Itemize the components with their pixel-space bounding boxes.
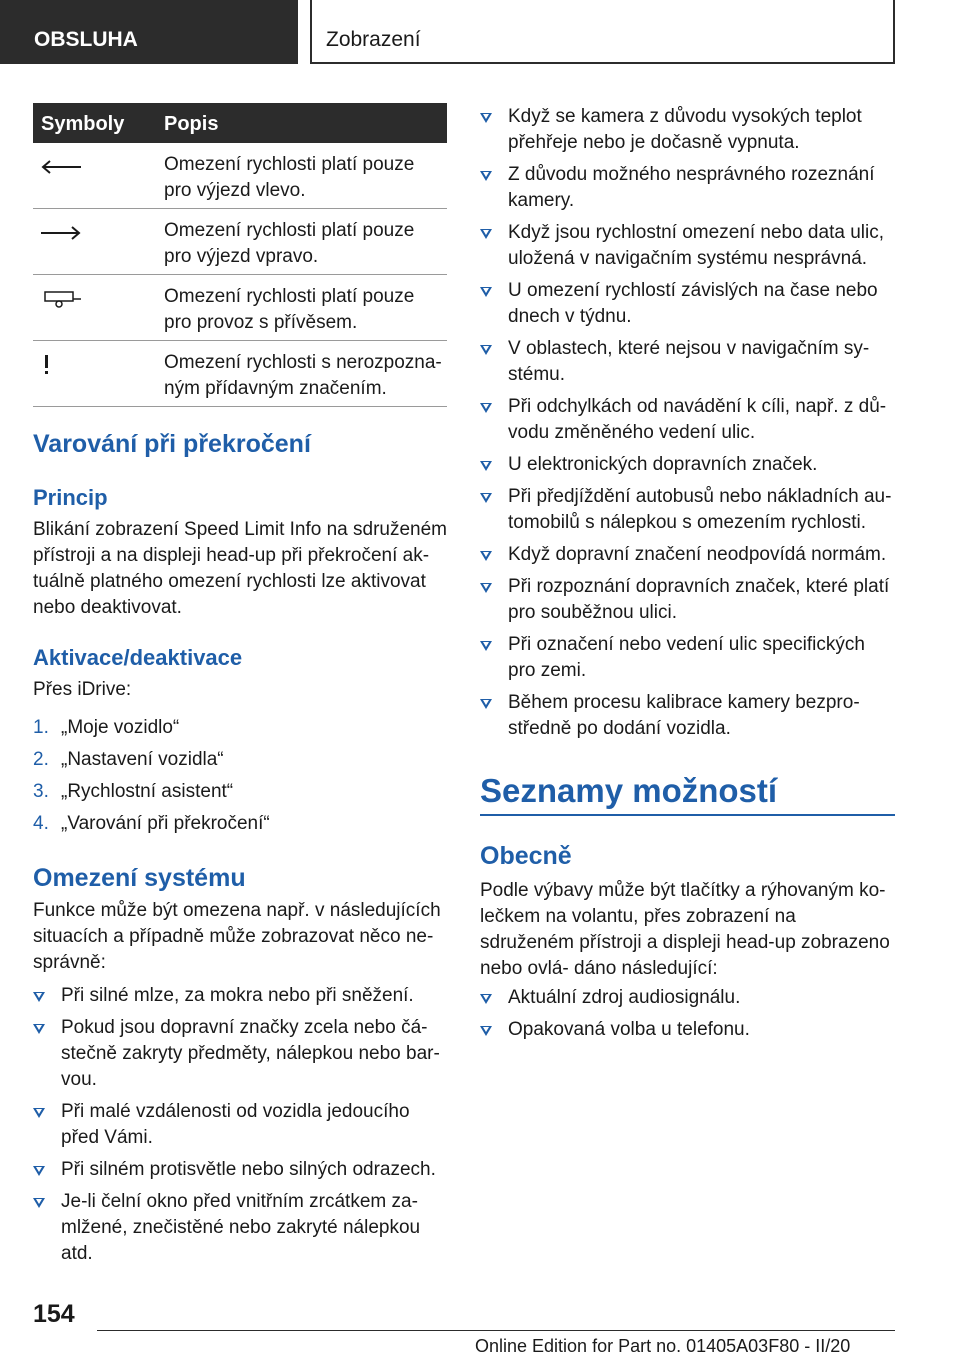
chapter-tab — [310, 0, 895, 64]
triangle-bullet-icon — [480, 551, 492, 561]
list-item: 4. „Varování při překročení“ — [33, 813, 270, 834]
list-item: Je-li čelní okno před vnitřním zrcátkem za‐ mlžené, znečistěné nebo zakryté nálepkou atd. — [33, 1189, 447, 1267]
triangle-bullet-icon — [480, 583, 492, 593]
symbol-description: Omezení rychlosti platí pouze pro provoz s přívěsem. — [164, 286, 415, 333]
general-text: Podle výbavy může být tlačítky a rýhovaným ko‐ lečkem na volantu, přes zobrazení na sdruženém přístroji a displeji head-up zobrazeno nebo ovlá‐ dáno následující: — [480, 880, 890, 979]
principle-text: Blikání zobrazení Speed Limit Info na sdruženém přístroji a na displeji head-up při překročení ak‐ tuálně platného omezení rychlosti lze aktivovat nebo deaktivovat. — [33, 519, 448, 618]
list-item: Když dopravní značení neodpovídá normám. — [480, 542, 895, 568]
triangle-bullet-icon — [480, 493, 492, 503]
symbols-column-header: Symboly — [41, 113, 125, 135]
activation-intro: Přes iDrive: — [33, 679, 132, 700]
triangle-bullet-icon — [480, 699, 492, 709]
options-list — [480, 985, 895, 1049]
table-row — [33, 143, 447, 209]
exclamation-icon — [39, 355, 83, 375]
symbol-table-header — [33, 103, 447, 143]
arrow-left-icon — [39, 157, 83, 177]
chapter-title: Zobrazení — [326, 28, 421, 51]
list-item: U elektronických dopravních značek. — [480, 452, 895, 478]
table-row — [33, 209, 447, 275]
triangle-bullet-icon — [480, 994, 492, 1004]
section-tab — [0, 0, 298, 64]
options-title: Seznamy možností — [480, 772, 778, 809]
symbol-description: Omezení rychlosti platí pouze pro výjezd vlevo. — [164, 154, 415, 201]
list-item: 2. „Nastavení vozidla“ — [33, 749, 224, 770]
table-row — [33, 341, 447, 407]
list-item: Opakovaná volba u telefonu. — [480, 1017, 895, 1043]
page-number: 154 — [33, 1300, 75, 1328]
list-item: 1. „Moje vozidlo“ — [33, 717, 180, 738]
general-title: Obecně — [480, 842, 572, 870]
activation-title: Aktivace/deaktivace — [33, 645, 243, 670]
list-item: Pokud jsou dopravní značky zcela nebo čá‐ stečně zakryty předměty, nálepkou nebo bar‐ vou. — [33, 1015, 447, 1093]
symbol-description: Omezení rychlosti platí pouze pro výjezd vpravo. — [164, 220, 415, 267]
triangle-bullet-icon — [480, 171, 492, 181]
triangle-bullet-icon — [480, 403, 492, 413]
triangle-bullet-icon — [480, 345, 492, 355]
symbol-description: Omezení rychlosti s nerozpozna‐ ným přídavným značením. — [164, 352, 442, 399]
triangle-bullet-icon — [480, 287, 492, 297]
triangle-bullet-icon — [480, 113, 492, 123]
list-item: Při rozpoznání dopravních značek, které platí pro souběžnou ulici. — [480, 574, 895, 626]
triangle-bullet-icon — [33, 1024, 45, 1034]
limits-list-right — [480, 104, 895, 748]
activation-steps — [33, 715, 447, 843]
footer-edition: Online Edition for Part no. 01405A03F80 - II/20 — [475, 1336, 851, 1356]
triangle-bullet-icon — [480, 1026, 492, 1036]
list-item: Při odchylkách od navádění k cíli, např. z dů‐ vodu změněného vedení ulic. — [480, 394, 895, 446]
trailer-icon — [39, 289, 83, 309]
symbol-table — [33, 103, 447, 407]
principle-title: Princip — [33, 485, 108, 510]
triangle-bullet-icon — [480, 641, 492, 651]
limits-list-left — [33, 983, 447, 1273]
table-row — [33, 275, 447, 341]
triangle-bullet-icon — [33, 1108, 45, 1118]
triangle-bullet-icon — [33, 992, 45, 1002]
list-item: Když se kamera z důvodu vysokých teplot přehřeje nebo je dočasně vypnuta. — [480, 104, 895, 156]
limits-intro: Funkce může být omezena např. v následujících situacích a případně může zobrazovat něco ne‐ správně: — [33, 900, 441, 973]
section-title: OBSLUHA — [34, 28, 138, 51]
list-item: Při předjíždění autobusů nebo nákladních au‐ tomobilů s nálepkou s omezením rychlosti. — [480, 484, 895, 536]
list-item: Při označení nebo vedení ulic specifických pro zemi. — [480, 632, 895, 684]
triangle-bullet-icon — [33, 1198, 45, 1208]
list-item: U omezení rychlostí závislých na čase nebo dnech v týdnu. — [480, 278, 895, 330]
list-item: Během procesu kalibrace kamery bezpro‐ středně po dodání vozidla. — [480, 690, 895, 742]
list-item: Při malé vzdálenosti od vozidla jedoucího před Vámi. — [33, 1099, 447, 1151]
list-item: Při silném protisvětle nebo silných odrazech. — [33, 1157, 447, 1183]
limits-title: Omezení systému — [33, 864, 246, 892]
list-item: Z důvodu možného nesprávného rozeznání kamery. — [480, 162, 895, 214]
list-item: Aktuální zdroj audiosignálu. — [480, 985, 895, 1011]
section-divider — [480, 814, 895, 816]
list-item: Když jsou rychlostní omezení nebo data ulic, uložená v navigačním systému nesprávná. — [480, 220, 895, 272]
description-column-header: Popis — [164, 113, 219, 135]
list-item: 3. „Rychlostní asistent“ — [33, 781, 234, 802]
list-item: V oblastech, které nejsou v navigačním sy‐ stému. — [480, 336, 895, 388]
list-item: Při silné mlze, za mokra nebo při sněžení. — [33, 983, 447, 1009]
triangle-bullet-icon — [33, 1166, 45, 1176]
arrow-right-icon — [39, 223, 83, 243]
footer-divider — [97, 1330, 895, 1331]
triangle-bullet-icon — [480, 229, 492, 239]
triangle-bullet-icon — [480, 461, 492, 471]
warning-title: Varování při překročení — [33, 430, 311, 458]
